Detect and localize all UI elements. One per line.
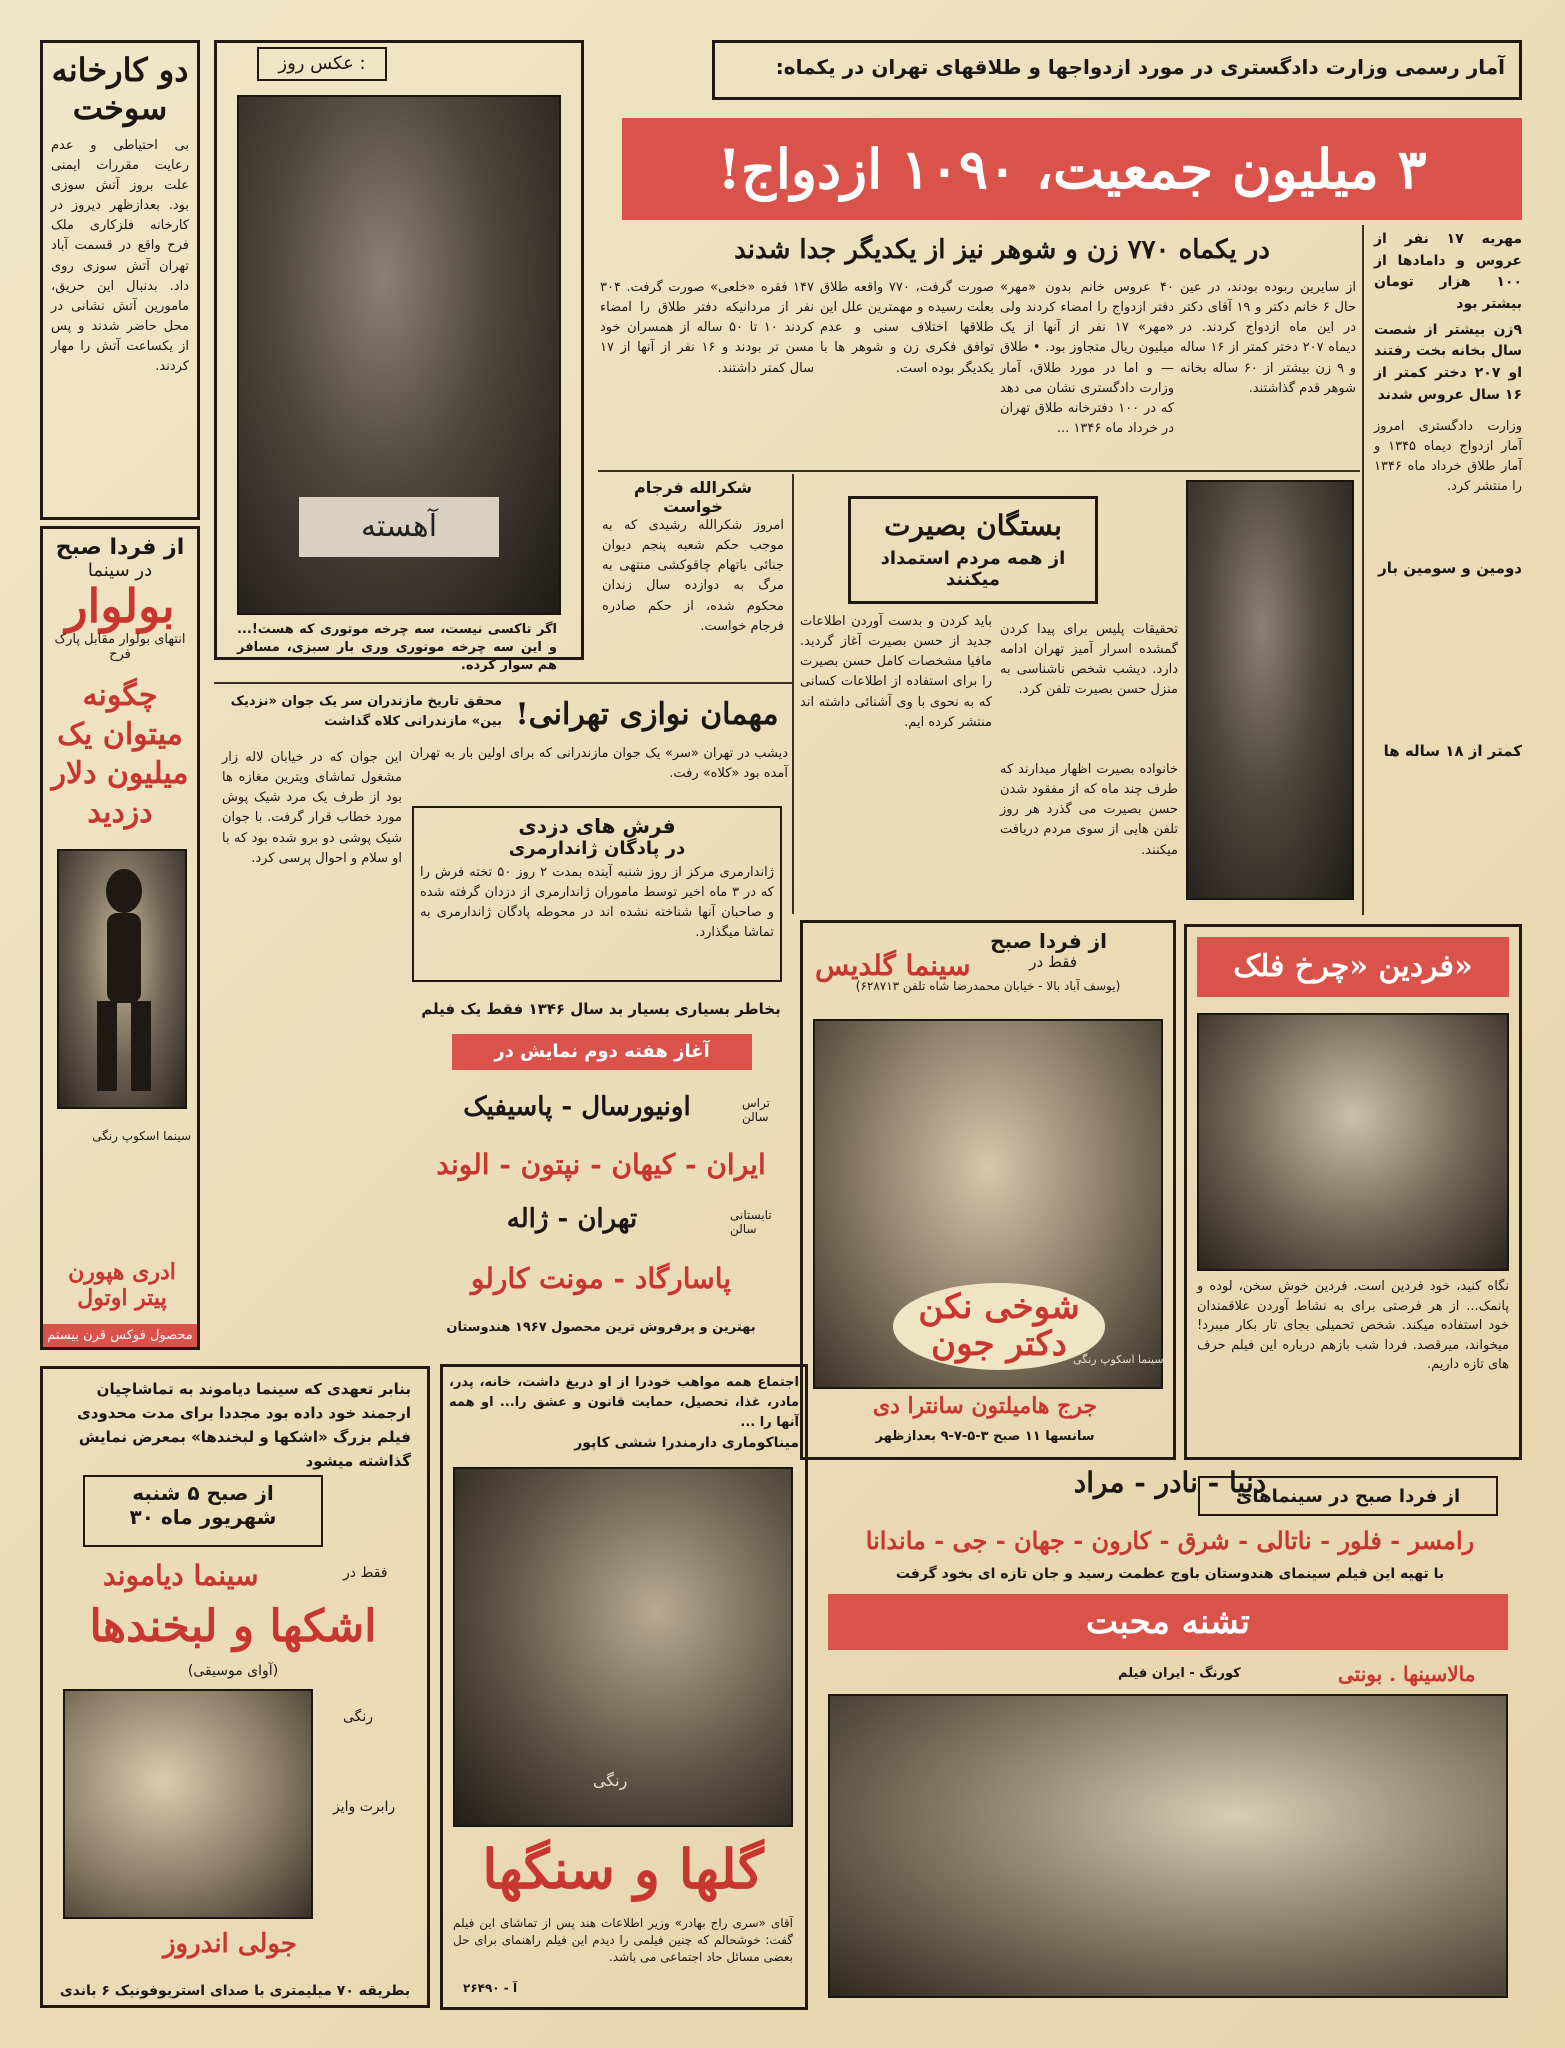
diamond-date: ۳۰ شهریور ماه	[129, 1505, 277, 1529]
golha-color: رنگی	[593, 1771, 628, 1790]
tashneh-top: دنیا - نادر - مراد	[1073, 1466, 1267, 1499]
diamond-ad	[40, 1366, 430, 2008]
appeal-body: امروز شکرالله رشیدی که به موجب حکم شعبه پنجم دیوان جنائی باتهام چاقوکشی منتهی به مرگ به دوازده سال زندان محکوم شده، از حکم صادره فرجام خواست.	[602, 518, 784, 634]
diamond-footer: بطریقه ۷۰ میلیمتری با صدای استریوفونیک ۶ باندی	[59, 1983, 411, 1999]
odd-line-2: ایران - کیهان - نپتون - الوند	[436, 1148, 766, 1181]
tashneh-list: رامسر - فلور - ناتالی - شرق - کارون - جهان - جی - ماندانا	[865, 1526, 1475, 1555]
gladis-only: فقط در	[1029, 953, 1077, 971]
odd-week-text: آغاز هفته دوم نمایش در	[494, 1041, 710, 1062]
blind-body-1: تحقیقات پلیس برای پیدا کردن گمشده اسرار آمیز تهران ادامه دارد. دیشب شخص ناشناسی به منزل حسن بصیرت تلفن کرد.	[1000, 622, 1178, 698]
gladis-film-title: شوخی نکن دکتر جون	[893, 1283, 1105, 1370]
golha-ad	[440, 1364, 808, 2010]
sub-headline-text: در یکماه ۷۷۰ زن و شوهر نیز از یکدیگر جدا شدند	[734, 235, 1270, 265]
gladis-from: از فردا صبح	[990, 929, 1107, 953]
odd-line-4: پاسارگاد - مونت کارلو	[470, 1262, 732, 1295]
boulevard-film-title: چگونه میتوان یک میلیون دلار دزدید	[51, 677, 189, 830]
fire-news-box	[40, 40, 200, 520]
gladis-ad	[800, 920, 1176, 1460]
story-col-5: ۱۴۷ فقره «خلعی» صورت گرفت. ۳۰۴ نفر از مردانیکه دفتر طلاق را امضاء کردند ۱۰ تا ۵۰ ساله از همسران خود مسن تر بودند و ۱۶ نفر از آنها از ۱۷ سال کمتر داشتند.	[600, 280, 814, 376]
story-col-3: ۴۰ عروس خانم بدون «مهر» دفتر ازدواج را امضاء کردند ولی «مهر» ۱۷ نفر از آنها از یک میلیون ریال متجاوز بود. • طلاق — و اما در مورد طلاق، آمار وزارت دادگستری نشان می دهد که در ۱۰۰ دفترخانه طلاق تهران در خرداد ماه ۱۳۴۶ ...	[1000, 280, 1174, 436]
diamond-film-sub: (آوای موسیقی)	[187, 1663, 279, 1679]
mehman-body: این جوان که در خیابان لاله زار مشغول تماشای ویترین مغازه ها بود از طرف یک مرد شیک پوش مورد خطاب قرار گرفت. با جوان شیک پوشی دو برو شده بود که با او سلام و احوال پرسی کرد.	[222, 750, 402, 866]
boulevard-address: انتهای بولوار مقابل پارک فرح	[54, 631, 186, 662]
main-headline	[622, 118, 1522, 220]
golha-quote: آقای «سری راج بهادر» وزیر اطلاعات هند پس از تماشای این فیلم گفت: خوشحالم که چنین فیلمی را دیدم این فیلم راهنمای برای حل بعضی مسائل حاد اجتماعی می باشد.	[453, 1916, 793, 1964]
mehman-kicker: محقق تاریخ مازندران سر یک جوان «نزدیک بین» مازندرانی کلاه گذاشت	[230, 694, 502, 729]
tashneh-title-band	[828, 1594, 1508, 1650]
gladis-address: (یوسف آباد بالا - خیابان محمدرضا شاه تلفن ۶۲۸۷۱۳)	[855, 979, 1121, 993]
diamond-only: فقط در	[343, 1565, 388, 1581]
odd-line-1-pre: تراس سالن	[742, 1096, 770, 1124]
diamond-cast: جولی اندروز	[163, 1929, 297, 1959]
golha-phone: آ - ۲۶۴۹۰	[463, 1981, 518, 1995]
tashneh-ad	[818, 1466, 1522, 2008]
diamond-poster-image	[63, 1689, 313, 1919]
plate-text: آهسته	[360, 509, 438, 544]
rule-mid-left	[214, 682, 792, 684]
diamond-film-title: اشکها و لبخندها	[89, 1601, 377, 1652]
mehman-title: مهمان نوازی تهرانی!	[515, 697, 779, 732]
diamond-director: رابرت وایز	[333, 1799, 396, 1815]
photo-caption: اگر تاکسی نیست، سه چرخه موتوری که هست!... و این سه چرخه موتوری وری بار سبزی، مسافر هم سوار کرده.	[237, 622, 557, 674]
boulevard-footer: محصول فوکس قرن بیستم	[43, 1324, 197, 1347]
appeal-article	[598, 474, 788, 684]
diamond-notice: بنابر تعهدی که سینما دیاموند به تماشاچیان ارجمند خود داده بود مجددا برای مدت محدودی فیلم بزرگ «اشکها و لبخندها» بمعرض نمایش گذاشته میشود	[76, 1380, 411, 1470]
right-sub-2: کمتر از ۱۸ ساله ها	[1383, 742, 1522, 761]
tashneh-from-box	[1198, 1476, 1498, 1516]
odd-line-3-pre: تابستانی سالن	[730, 1208, 772, 1236]
fardin-body: نگاه کنید، خود فردین است. فردین خوش سخن، لوده و پانمک... از هر فرصتی برای به نشاط آوردن علاقمندان خود استفاده میکند. شخص تحمیلی بجای تار بکار میبرد! میخواند، میرقصد. فردا شب بازهم درباره این فیلم حرف های تازه داریم.	[1197, 1279, 1509, 1372]
fardin-title: فردین «چرخ فلک»	[1233, 949, 1473, 984]
golha-stars: میناکوماری دارمندرا ششی کاپور	[574, 1435, 799, 1452]
boulevard-ad	[40, 526, 200, 1350]
appeal-title: شکرالله فرجام خواست	[634, 478, 752, 516]
odd-week-banner	[452, 1034, 752, 1070]
fire-body: بی احتیاطی و عدم رعایت مقررات ایمنی علت بروز آتش سوزی بود. بعدازظهر دیروز در کارخانه فلزکاری ملک فرح واقع در قسمت آباد تهران آتش سوزی روی داد. بدنبال این حریق، مامورین آتش نشانی در محل حاضر شدند و پس از یکساعت آتش را مهار کردند.	[51, 137, 189, 375]
boulevard-poster-image	[57, 849, 187, 1109]
right-sub-1: دومین و سومین بار	[1378, 559, 1522, 578]
tashneh-poster-image	[828, 1694, 1508, 1998]
tashneh-stars: مالاسینها . بونتی	[1338, 1662, 1476, 1686]
right-para: وزارت دادگستری امروز آمار ازدواج دیماه ۱۳۴۵ و آمار طلاق خرداد ماه ۱۳۴۶ را منتشر کرد.	[1374, 418, 1522, 494]
right-bullet-2: ۹زن بیشتر از شصت سال بخانه بخت رفتند او ۲۰۷ دختر کمتر از ۱۶ سال عروس شدند	[1374, 321, 1522, 403]
gladis-times: سانسها ۱۱ صبح ۳-۵-۷-۹ بعدازظهر	[875, 1429, 1095, 1444]
main-headline-text: ۳ میلیون جمعیت، ۱۰۹۰ ازدواج!	[717, 137, 1427, 201]
gladis-stars: جرج هامیلتون سانترا دی	[872, 1393, 1098, 1419]
diamond-from: از صبح ۵ شنبه	[132, 1481, 274, 1505]
mehman-lead: دیشب در تهران «سر» یک جوان مازندرانی که برای اولین بار به تهران آمده بود «کلاه» رفت.	[410, 746, 788, 782]
diamond-cinema: سینما دیاموند	[103, 1559, 259, 1592]
odd-line-1: اونیورسال - پاسیفیک	[463, 1092, 691, 1122]
tricycle-plate	[299, 497, 499, 557]
tashneh-tagline: با تهیه این فیلم سینمای هندوستان باوج عظمت رسید و جان تازه ای بخود گرفت	[895, 1566, 1445, 1582]
boulevard-format: سینما اسکوپ رنگی	[92, 1129, 191, 1143]
tricycle-photo	[237, 95, 561, 615]
odd-cinema-ad	[412, 1000, 790, 1358]
golha-title: گلها و سنگها	[482, 1837, 764, 1901]
photo-label-text: عکس روز :	[278, 53, 366, 74]
blind-title-box	[848, 496, 1098, 604]
blind-subtitle: از همه مردم استمداد میکنند	[880, 548, 1066, 590]
story-col-2: از سایرین ربوده بودند، در عین حال ۶ خانم دکتر و ۱۹ آقای دکتر در این ماه ازدواج کردند. در دیماه ۲۰۷ دختر کمتر از ۱۶ ساله و ۹ زن بیشتر از ۶۰ ساله بخانه شوهر قدم گذاشتند.	[1180, 280, 1356, 396]
carpet-body: ژاندارمری مرکز از روز شنبه آینده بمدت ۲ روز ۵۰ تخته فرش را که در ۳ ماه اخیر توسط ماموران ژاندارمری از دزدان گرفته شده و صاحبان آنها شناخته نشده اند در محوطه پادگان ژاندارمری به تماشا میگذارد.	[420, 865, 774, 941]
story-col-4: صورت گرفت، ۷۷۰ واقعه طلاق بعلت رسیده و مهمترین علل این طلاقها اختلاف سنی و عدم توافق فکری زن و شوهر ها با یکدیگر بوده است.	[820, 280, 994, 376]
headline-kicker	[712, 40, 1522, 100]
tashneh-credit: کورنگ - ایران فیلم	[1118, 1666, 1241, 1681]
rule-center-1	[1362, 225, 1364, 915]
odd-line-3: تهران - ژاله	[506, 1204, 638, 1234]
diamond-color: رنگی	[343, 1709, 374, 1725]
boulevard-stars: ادری هپورن پیتر اوتول	[68, 1259, 176, 1312]
blind-title: بستگان بصیرت	[884, 509, 1062, 542]
rule-under-story	[598, 470, 1360, 472]
rule-center-2	[792, 474, 794, 914]
kicker-text: آمار رسمی وزارت دادگستری در مورد ازدواجها و طلاقهای تهران در یکماه:	[775, 55, 1505, 79]
boulevard-from: از فردا صبح	[55, 535, 185, 560]
carpet-title: فرش های دزدی	[518, 814, 676, 838]
carpet-box	[412, 806, 782, 982]
right-bullet-1: مهریه ۱۷ نفر از عروس و دامادها از ۱۰۰ هزار تومان بیشتر بود	[1374, 231, 1522, 313]
fardin-still-image	[1197, 1013, 1509, 1271]
tashneh-from: از فردا صبح در سینماهای	[1235, 1486, 1461, 1507]
golha-intro: اجتماع همه مواهب خودرا از او دریغ داشت، خانه، پدر، مادر، غذا، تحصیل، حمایت قانون و عشق را... او همه آنها را ...	[449, 1375, 799, 1431]
dancer-figure-icon	[59, 851, 189, 1111]
gladis-format: سینما اسکوپ رنگی	[1073, 1353, 1164, 1366]
gladis-cinema: سینما گلدیس	[815, 949, 971, 982]
mehman-title-box	[506, 690, 788, 740]
boulevard-cinema-label: در سینما	[87, 560, 153, 581]
odd-kicker: بخاطر بسیاری بسیار بد سال ۱۳۴۶ فقط یک فیلم	[421, 1000, 781, 1018]
sub-headline	[622, 228, 1382, 272]
blind-body-2: خانواده بصیرت اظهار میدارند که طرف چند ماه که از مفقود شدن حسن بصیرت می گذرد هر روز تلفن هایی از سوی مردم دریافت میکنند.	[1000, 762, 1178, 858]
blind-man-photo	[1186, 480, 1354, 900]
odd-footer: بهترین و پرفروش ترین محصول ۱۹۶۷ هندوستان	[446, 1320, 756, 1335]
tashneh-title: تشنه محبت	[1086, 1602, 1250, 1642]
boulevard-cinema-name: بولوار	[65, 579, 175, 633]
fire-headline: دو کارخانه سوخت	[51, 51, 189, 128]
blind-body-3: باید کردن و بدست آوردن اطلاعات جدید از حسن بصیرت آغاز گردید. مافیا مشخصات کامل حسن بصیرت را برای استفاده از اطلاعات کسانی که به نحوی با وی آشنائی داشته اند منتشر کرده ایم.	[800, 614, 992, 730]
carpet-subtitle: در پادگان ژاندارمری	[508, 838, 686, 859]
fardin-title-band	[1197, 937, 1509, 997]
right-column	[1368, 225, 1528, 915]
photo-label	[257, 47, 387, 81]
diamond-date-box	[83, 1475, 323, 1547]
fardin-ad	[1184, 924, 1522, 1460]
photo-of-day	[214, 40, 584, 674]
